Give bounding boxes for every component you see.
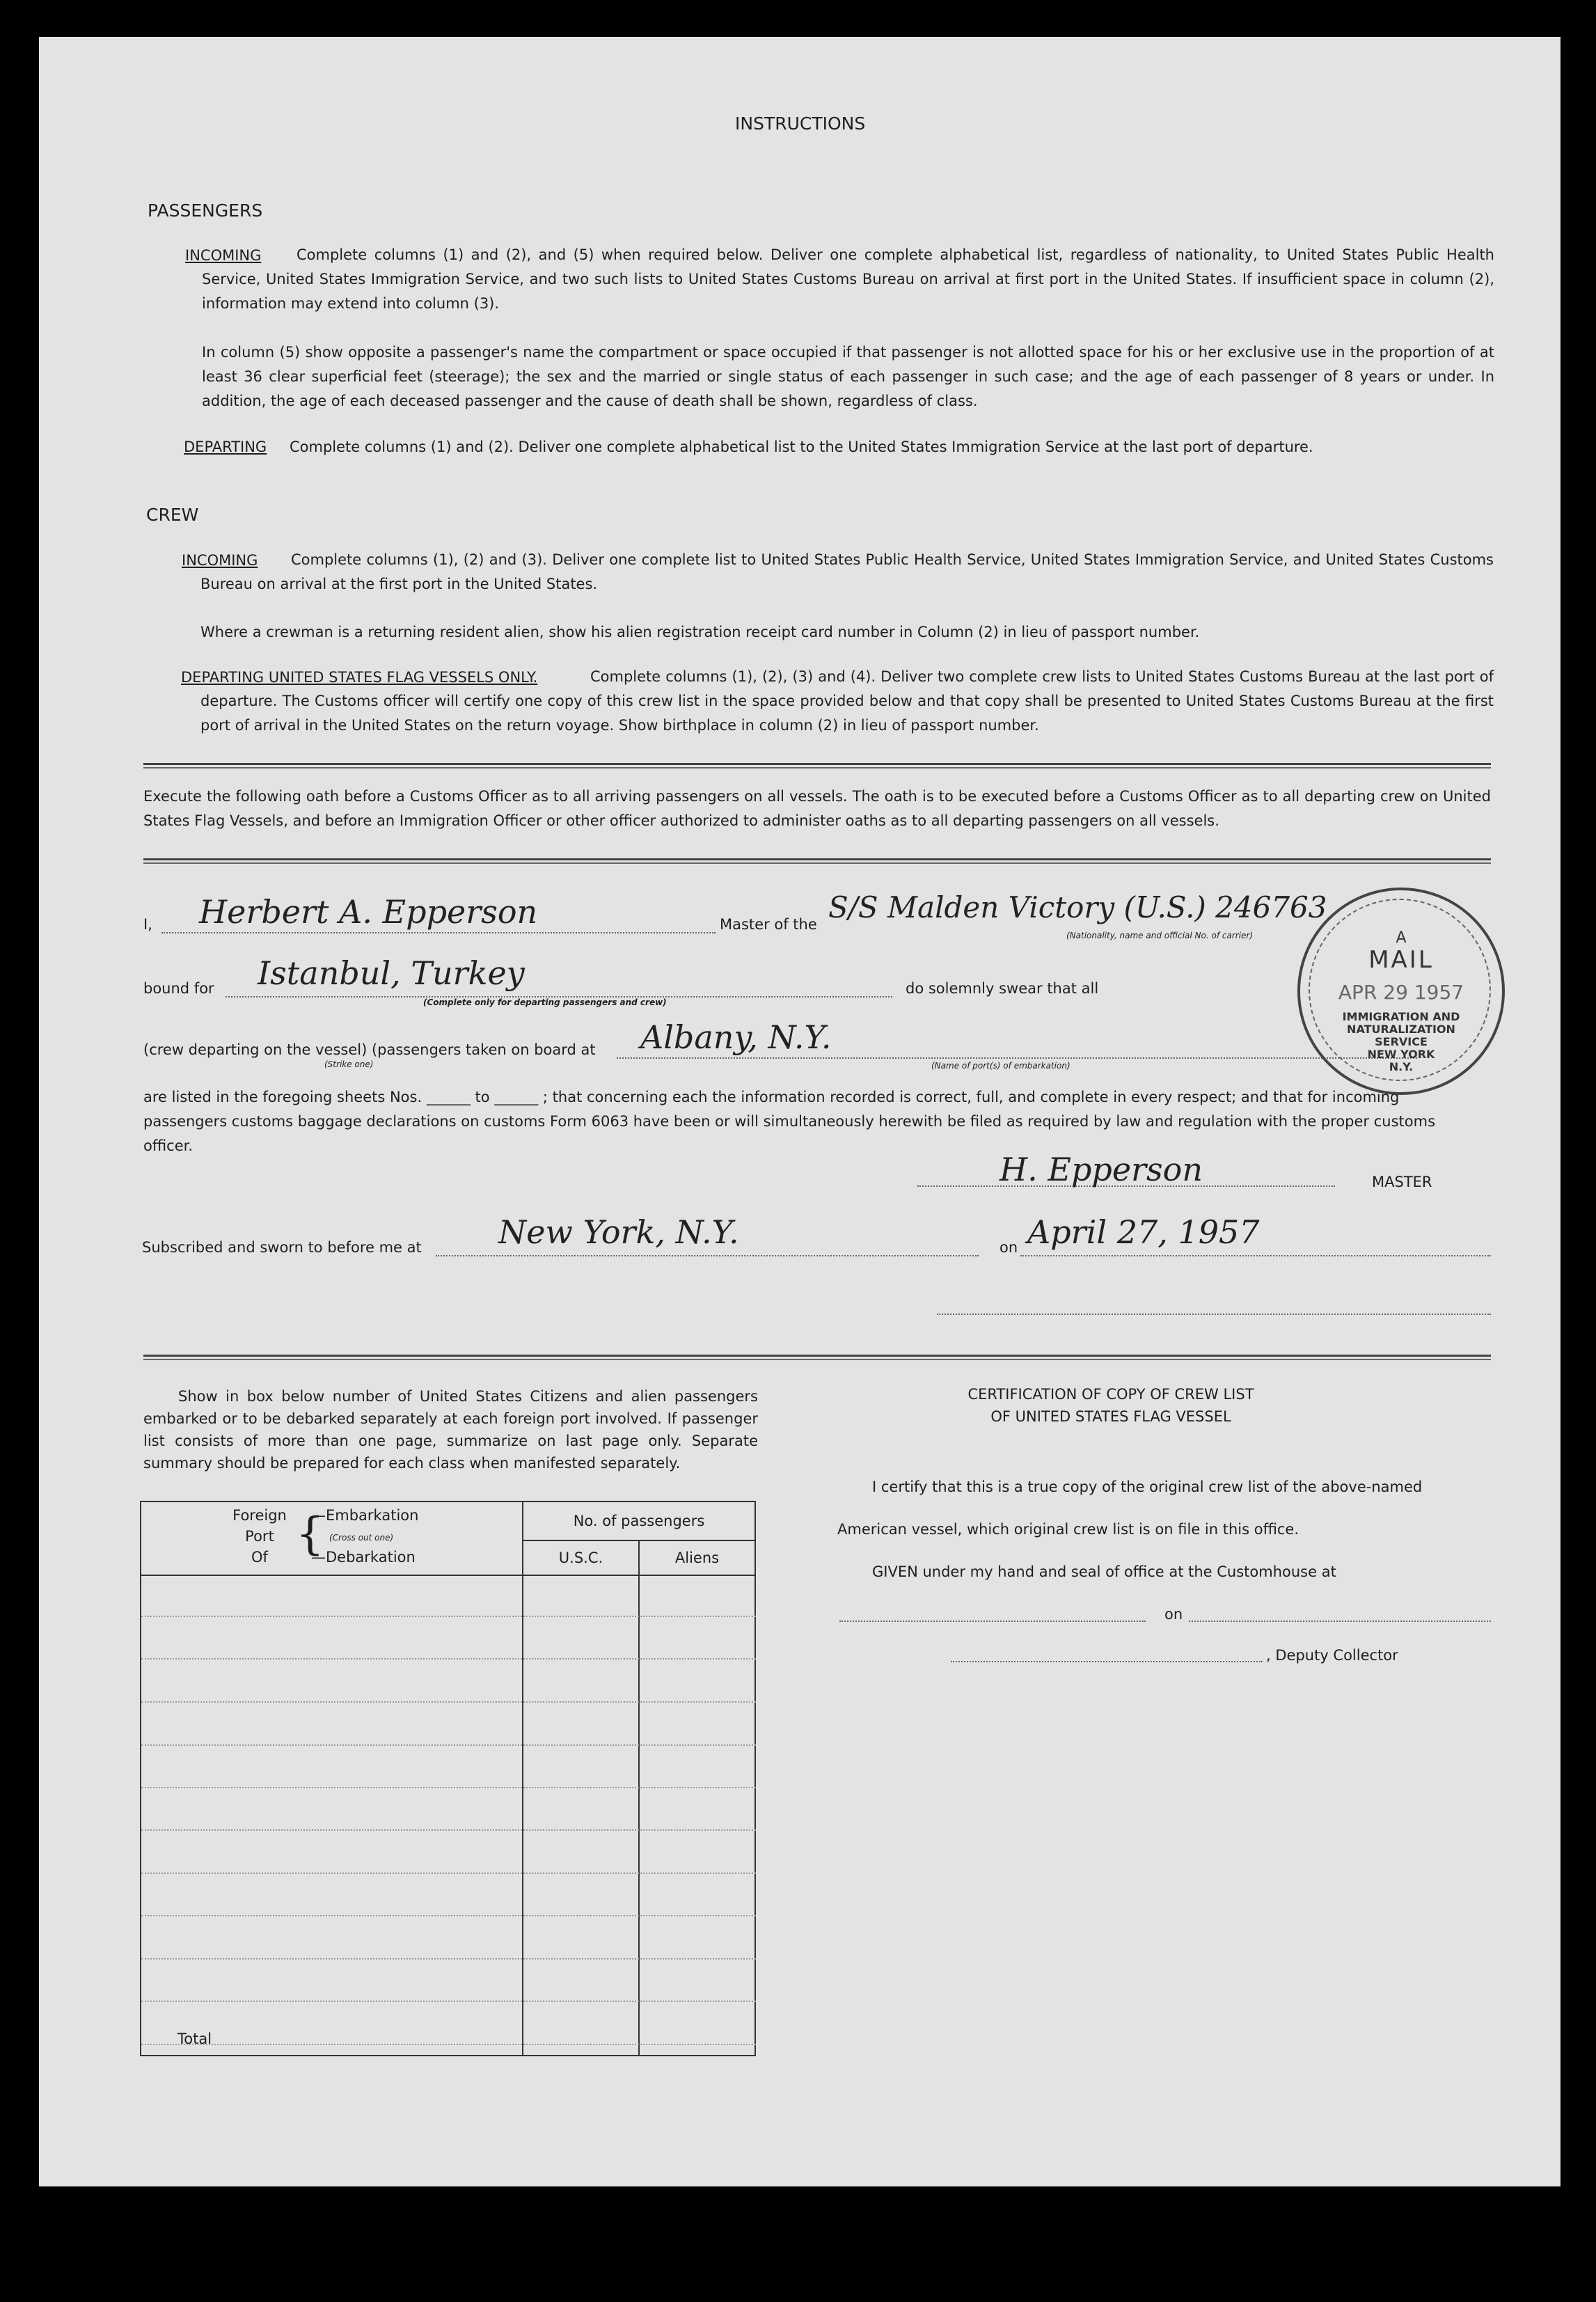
oath-i-label: I,	[143, 916, 152, 933]
master-name: Herbert A. Epperson	[199, 893, 538, 931]
passengers-departing-label: DEPARTING	[184, 439, 267, 455]
table-row	[141, 1616, 756, 1617]
certify-line-2: American vessel, which original crew list is on file in this office.	[837, 1521, 1299, 1538]
immigration-stamp	[1297, 888, 1505, 1095]
crew-heading: CREW	[146, 505, 199, 525]
sworn-place-line	[436, 1255, 979, 1256]
no-of-passengers-header: No. of passengers	[523, 1501, 755, 1540]
master-label: MASTER	[1372, 1174, 1432, 1190]
passengers-incoming-text: Complete columns (1) and (2), and (5) when required below. Deliver one complete alphabetical list, regardless of nationality, to United States Public Health Service, United States Immigration Service, and two such lists to United States Customs Bureau on arrival at first port in the United States. If insufficient space in column (2), information may extend into column (3).	[202, 246, 1494, 312]
foreign-label: Foreign	[232, 1507, 287, 1524]
total-label: Total	[177, 2031, 212, 2047]
table-row	[141, 1829, 756, 1831]
stamp-date: APR 29 1957	[1338, 981, 1464, 1004]
of-label: Of	[251, 1549, 268, 1566]
passengers-column5-text: In column (5) show opposite a passenger's name the compartment or space occupied if that passenger is not allotted space for his or her exclusive use in the proportion of at least 36 clear superficial feet (steerage); the sex and the married or single status of each passenger in such case; and the age of each passenger of 8 years or under. In addition, the age of each deceased passenger and the cause of death shall be shown, regardless of class.	[202, 344, 1494, 409]
certification-title-2: OF UNITED STATES FLAG VESSEL	[990, 1408, 1231, 1425]
document-page	[39, 37, 1561, 2186]
certification-title-1: CERTIFICATION OF COPY OF CREW LIST	[967, 1386, 1254, 1403]
table-row	[141, 1958, 756, 1960]
crew-alien-text: Where a crewman is a returning resident alien, show his alien registration receipt card number in Column (2) in lieu of passport number.	[200, 624, 1200, 640]
listed-line: are listed in the foregoing sheets Nos. ______ to ______ ; that concerning each the information recorded is correct, full, and complete in every respect; and that for incoming	[143, 1089, 1400, 1105]
crew-incoming-label: INCOMING	[182, 552, 258, 569]
certify-line-1: I certify that this is a true copy of the original crew list of the above-named	[872, 1479, 1423, 1495]
usc-column-body	[523, 1575, 639, 2056]
divider-3	[143, 1355, 1491, 1360]
given-line: GIVEN under my hand and seal of office at the Customhouse at	[872, 1563, 1336, 1580]
brace-icon: {	[296, 1508, 324, 1560]
stamp-line6: NEW YORK	[1367, 1048, 1435, 1061]
oath-instruction: Execute the following oath before a Customs Officer as to all arriving passengers on all vessels. The oath is to be executed before a Customs Officer as to all departing crew on United States Flag Vessels, and before an Immigration Officer or other officer authorized to administer oaths as to all departing passengers on all vessels.	[143, 788, 1491, 829]
deputy-collector-label: , Deputy Collector	[1266, 1647, 1398, 1664]
table-row	[141, 1787, 756, 1788]
summary-instruction: Show in box below number of United States Citizens and alien passengers embarked or to be debarked separately at each foreign port involved. If passenger list consists of more than one page, summarize on last page only. Separate summary should be prepared for each class when manifested separately.	[143, 1388, 758, 1472]
stamp-line1: A	[1396, 929, 1407, 947]
stamp-line7: N.Y.	[1389, 1060, 1414, 1073]
divider-2	[143, 858, 1491, 864]
bound-for-value: Istanbul, Turkey	[258, 954, 525, 992]
vessel-name: S/S Malden Victory (U.S.) 246763	[828, 890, 1327, 924]
embarkation-label: —Embarkation	[311, 1507, 419, 1524]
instructions-title: INSTRUCTIONS	[735, 113, 866, 134]
strike-caption: (Strike one)	[324, 1059, 374, 1069]
sworn-place: New York, N.Y.	[498, 1213, 739, 1251]
table-row	[141, 1915, 756, 1916]
certification-on-label: on	[1164, 1606, 1183, 1623]
table-row	[141, 1701, 756, 1703]
passengers-departing-text: Complete columns (1) and (2). Deliver one complete alphabetical list to the United States Immigration Service at the last port of departure.	[290, 439, 1313, 455]
passengers-incoming-label: INCOMING	[185, 247, 262, 264]
table-row	[141, 2001, 756, 2002]
passengers-heading: PASSENGERS	[148, 200, 263, 221]
crew-departing-text: Complete columns (1), (2), (3) and (4). Deliver two complete crew lists to United States Customs Bureau at the last port of departure. The Customs officer will certify one copy of this crew list in the space provided below and that copy shall be presented to United States Customs Bureau at the first port of arrival in the United States on the return voyage. Show birthplace in column (2) in lieu of passport number.	[200, 668, 1494, 734]
aliens-column-body	[639, 1575, 755, 2056]
table-row	[141, 1873, 756, 1874]
divider-1	[143, 763, 1491, 768]
port-line	[617, 1057, 1417, 1059]
table-row	[141, 1744, 756, 1746]
crew-departing-oath-label: (crew departing on the vessel) (passengers taken on board at	[143, 1041, 596, 1058]
table-row	[141, 2044, 756, 2045]
stamp-line5: SERVICE	[1375, 1035, 1428, 1048]
official-line	[937, 1314, 1491, 1315]
crew-departing-label: DEPARTING UNITED STATES FLAG VESSELS ONLY.	[181, 669, 538, 686]
deputy-signature-line	[951, 1661, 1263, 1662]
subscribed-label: Subscribed and sworn to before me at	[142, 1239, 422, 1256]
port-label: Port	[245, 1528, 274, 1545]
customhouse-line	[839, 1621, 1146, 1622]
bound-for-label: bound for	[143, 980, 214, 997]
port-of-embarkation: Albany, N.Y.	[640, 1018, 832, 1056]
officer-line: officer.	[143, 1137, 193, 1154]
swear-label: do solemnly swear that all	[906, 980, 1099, 997]
debarkation-label: —Debarkation	[311, 1549, 416, 1566]
sworn-on-label: on	[1000, 1239, 1018, 1256]
port-caption: (Name of port(s) of embarkation)	[931, 1061, 1070, 1071]
usc-header: U.S.C.	[523, 1540, 639, 1575]
port-column-body	[141, 1575, 523, 2056]
master-signature: H. Epperson	[1000, 1151, 1203, 1188]
vessel-caption: (Nationality, name and official No. of carrier)	[1066, 931, 1254, 940]
sworn-date-line	[1020, 1255, 1491, 1256]
stamp-line2: MAIL	[1368, 946, 1434, 974]
passengers-baggage-line: passengers customs baggage declarations on customs Form 6063 have been or will simultaneously herewith be filed as required by law and regulation with the proper customs	[143, 1113, 1436, 1130]
master-name-line	[161, 932, 716, 933]
foreign-port-header	[141, 1501, 523, 1575]
stamp-line4: NATURALIZATION	[1347, 1023, 1455, 1036]
master-of-label: Master of the	[720, 916, 817, 933]
table-row	[141, 1658, 756, 1660]
bound-for-caption: (Complete only for departing passengers and crew)	[423, 998, 667, 1007]
passenger-summary-table	[140, 1501, 756, 2056]
aliens-header: Aliens	[639, 1540, 755, 1575]
stamp-line3: IMMIGRATION AND	[1342, 1010, 1460, 1023]
cross-out-caption: (Cross out one)	[329, 1533, 394, 1543]
certification-date-line	[1189, 1621, 1491, 1622]
crew-incoming-text: Complete columns (1), (2) and (3). Deliver one complete list to United States Public Health Service, United States Immigration Service, and United States Customs Bureau on arrival at the first port in the United States.	[200, 551, 1494, 592]
sworn-date: April 27, 1957	[1027, 1213, 1260, 1251]
